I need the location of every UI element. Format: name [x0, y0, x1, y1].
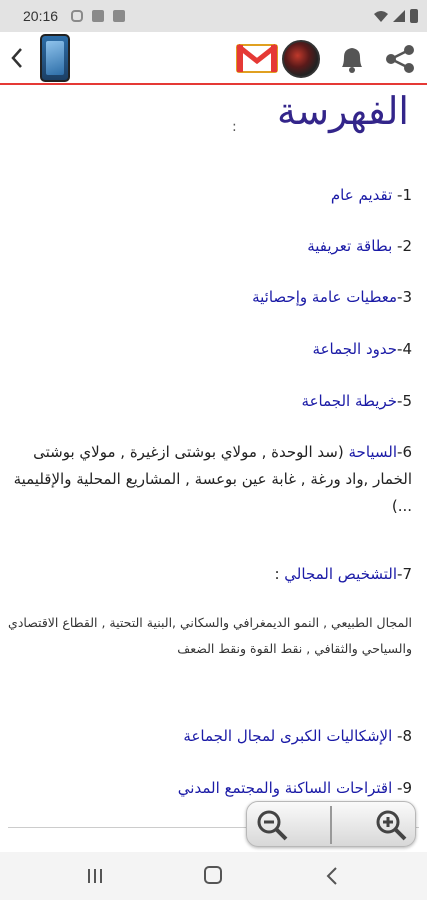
- item-link[interactable]: تقديم عام: [330, 186, 398, 204]
- recents-icon[interactable]: [86, 868, 104, 884]
- index-item-7[interactable]: [8, 561, 412, 588]
- item-number: 8-: [397, 727, 412, 745]
- instagram-icon: [71, 10, 83, 22]
- signal-icon: [392, 9, 406, 23]
- item-link[interactable]: الإشكاليات الكبرى لمجال الجماعة: [183, 727, 398, 745]
- back-icon[interactable]: [325, 866, 339, 886]
- battery-icon: [410, 9, 418, 23]
- facebook-icon: [92, 10, 104, 22]
- index-item-2[interactable]: [8, 233, 412, 260]
- item-number: 5-: [397, 392, 412, 410]
- phone-icon[interactable]: [40, 34, 70, 82]
- item-7-description: المجال الطبيعي , النمو الديمغرافي والسكاني ,البنية التحتية , القطاع الاقتصادي والسياحي والثقافي , نقط القوة ونقط الضعف: [8, 615, 412, 656]
- item-link[interactable]: بطاقة تعريفية: [307, 237, 398, 255]
- item-number: 3-: [397, 288, 412, 306]
- item-details: (سد الوحدة , مولاي بوشتى ازغيرة , مولاي بوشتى الخمار ,واد ورغة , غابة عين بوعسة , المشاريع المحلية والإقليمية ...): [13, 443, 412, 515]
- chevron-left-icon[interactable]: [8, 46, 26, 70]
- avatar[interactable]: [282, 40, 320, 78]
- gmail-icon[interactable]: [236, 42, 278, 74]
- item-link[interactable]: التشخيص المجالي: [284, 565, 398, 583]
- item-link[interactable]: معطيات عامة وإحصائية: [252, 288, 398, 306]
- zoom-divider: [330, 806, 332, 844]
- index-content: [0, 87, 427, 825]
- item-link[interactable]: السياحة: [348, 443, 398, 461]
- item-number: 4-: [397, 340, 412, 358]
- check-icon: [113, 10, 125, 22]
- index-item-5[interactable]: [8, 388, 412, 415]
- item-link[interactable]: اقتراحات الساكنة والمجتمع المدني: [177, 779, 398, 797]
- item-link[interactable]: حدود الجماعة: [312, 340, 398, 358]
- wifi-icon: [373, 9, 389, 23]
- index-item-9[interactable]: [8, 775, 412, 802]
- index-item-6[interactable]: [8, 439, 412, 520]
- item-number: 1-: [397, 186, 412, 204]
- item-number: 2-: [397, 237, 412, 255]
- page-title: الفهرسة: [276, 89, 409, 133]
- index-item-8[interactable]: [8, 723, 412, 750]
- zoom-controls: [246, 801, 416, 847]
- item-number: 7-: [397, 565, 412, 583]
- app-toolbar: [0, 32, 427, 85]
- status-time: 20:16: [23, 8, 59, 24]
- zoom-in-icon[interactable]: [374, 808, 408, 842]
- index-item-4[interactable]: [8, 336, 412, 363]
- item-link[interactable]: خريطة الجماعة: [301, 392, 398, 410]
- item-number: 9-: [397, 779, 412, 797]
- system-nav-bar: [0, 852, 427, 900]
- share-icon[interactable]: [384, 44, 416, 74]
- bell-icon[interactable]: [338, 44, 366, 74]
- home-icon[interactable]: [204, 866, 222, 884]
- item-number: 6-: [397, 443, 412, 461]
- status-bar: [0, 0, 427, 32]
- zoom-out-icon[interactable]: [255, 808, 289, 842]
- item-colon: :: [274, 565, 285, 583]
- index-item-3[interactable]: [8, 284, 412, 311]
- title-mark: :: [232, 119, 237, 135]
- index-item-1[interactable]: [8, 182, 412, 209]
